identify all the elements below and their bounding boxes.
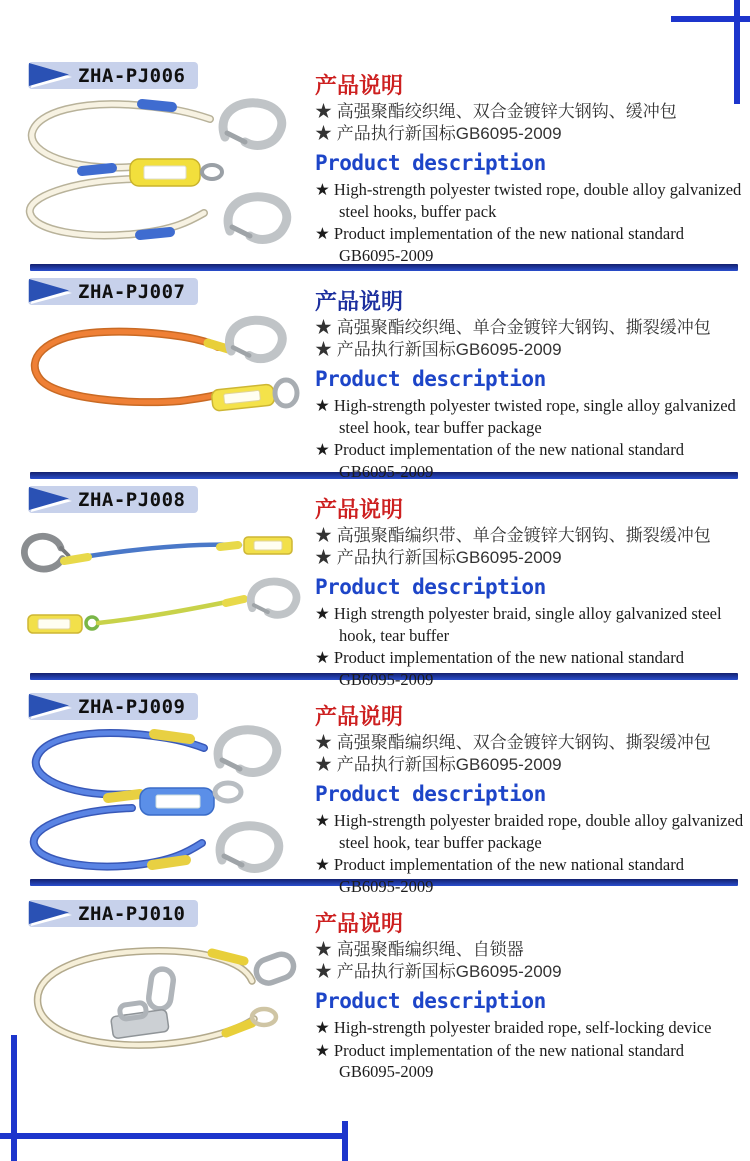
- en-section-title: Product description: [315, 151, 546, 175]
- product-section-pj009: [0, 686, 750, 894]
- product-code: ZHA-PJ006: [78, 64, 186, 87]
- product-code-badge: [28, 278, 198, 305]
- product-code: ZHA-PJ009: [78, 695, 186, 718]
- cn-bullet: ★ 产品执行新国标GB6095-2009: [315, 339, 562, 359]
- cn-bullet: ★ 高强聚酯编织带、单合金镀锌大钢钩、撕裂缓冲包: [315, 526, 711, 545]
- en-bullet: ★ High-strength polyester twisted rope, single alloy galvanized steel hook, tear buffer package: [315, 396, 736, 437]
- arrow-right-icon: [28, 900, 74, 927]
- cn-bullet: ★ 产品执行新国标GB6095-2009: [315, 123, 562, 143]
- arrow-right-icon: [28, 278, 74, 305]
- cn-section-title: 产品说明: [315, 704, 404, 729]
- arrow-right-icon: [28, 62, 74, 89]
- en-bullet: ★ High-strength polyester twisted rope, double alloy galvanized steel hooks, buffer pack: [315, 180, 742, 221]
- en-section-title: Product description: [315, 782, 546, 806]
- cn-bullet: ★ 产品执行新国标GB6095-2009: [315, 754, 562, 774]
- en-bullet: ★ High strength polyester braid, single alloy galvanized steel hook, tear buffer: [315, 604, 722, 645]
- en-bullet: ★ Product implementation of the new national standard GB6095-2009: [315, 224, 684, 265]
- product-code-badge: [28, 693, 198, 720]
- product-photo-pj006: [12, 91, 310, 256]
- bottom-center-vertical-line: [342, 1121, 348, 1161]
- en-section-title: Product description: [315, 989, 546, 1013]
- cn-bullet: ★ 高强聚酯编织绳、双合金镀锌大钢钩、撕裂缓冲包: [315, 733, 711, 752]
- en-bullet: ★ Product implementation of the new national standard GB6095-2009: [315, 855, 684, 896]
- cn-bullet: ★ 高强聚酯编织绳、自锁器: [315, 940, 524, 959]
- product-photo-pj010: [12, 929, 310, 1094]
- arrow-right-icon: [28, 486, 74, 513]
- cn-bullet: ★ 产品执行新国标GB6095-2009: [315, 961, 562, 981]
- product-section-pj008: [0, 479, 750, 687]
- en-section-title: Product description: [315, 575, 546, 599]
- product-section-pj006: [0, 55, 750, 263]
- cn-section-title: 产品说明: [315, 497, 404, 522]
- product-code: ZHA-PJ008: [78, 488, 186, 511]
- en-bullet: ★ Product implementation of the new national standard GB6095-2009: [315, 648, 684, 689]
- product-code-badge: [28, 62, 198, 89]
- en-section-title: Product description: [315, 367, 546, 391]
- product-photo-pj008: [12, 515, 310, 680]
- cn-bullet: ★ 高强聚酯绞织绳、单合金镀锌大钢钩、撕裂缓冲包: [315, 318, 711, 337]
- en-bullet: ★ Product implementation of the new national standard GB6095-2009: [315, 440, 684, 481]
- cn-section-title: 产品说明: [315, 911, 404, 936]
- en-bullet: ★ High-strength polyester braided rope, self-locking device: [315, 1018, 712, 1037]
- en-bullet: ★ Product implementation of the new national standard GB6095-2009: [315, 1040, 684, 1081]
- cn-bullet: ★ 产品执行新国标GB6095-2009: [315, 547, 562, 567]
- product-code-badge: [28, 486, 198, 513]
- product-code: ZHA-PJ010: [78, 902, 186, 925]
- en-bullet: ★ High-strength polyester braided rope, double alloy galvanized steel hook, tear buffer package: [315, 811, 744, 852]
- product-photo-pj007: [12, 307, 310, 472]
- product-code: ZHA-PJ007: [78, 280, 186, 303]
- product-code-badge: [28, 900, 198, 927]
- top-right-horizontal-line: [671, 16, 750, 22]
- product-photo-pj009: [12, 722, 310, 887]
- product-section-pj007: [0, 271, 750, 479]
- bottom-horizontal-line: [0, 1133, 346, 1139]
- product-section-pj010: [0, 893, 750, 1101]
- cn-section-title: 产品说明: [315, 73, 404, 98]
- cn-bullet: ★ 高强聚酯绞织绳、双合金镀锌大钢钩、缓冲包: [315, 102, 677, 121]
- cn-section-title: 产品说明: [315, 289, 404, 314]
- arrow-right-icon: [28, 693, 74, 720]
